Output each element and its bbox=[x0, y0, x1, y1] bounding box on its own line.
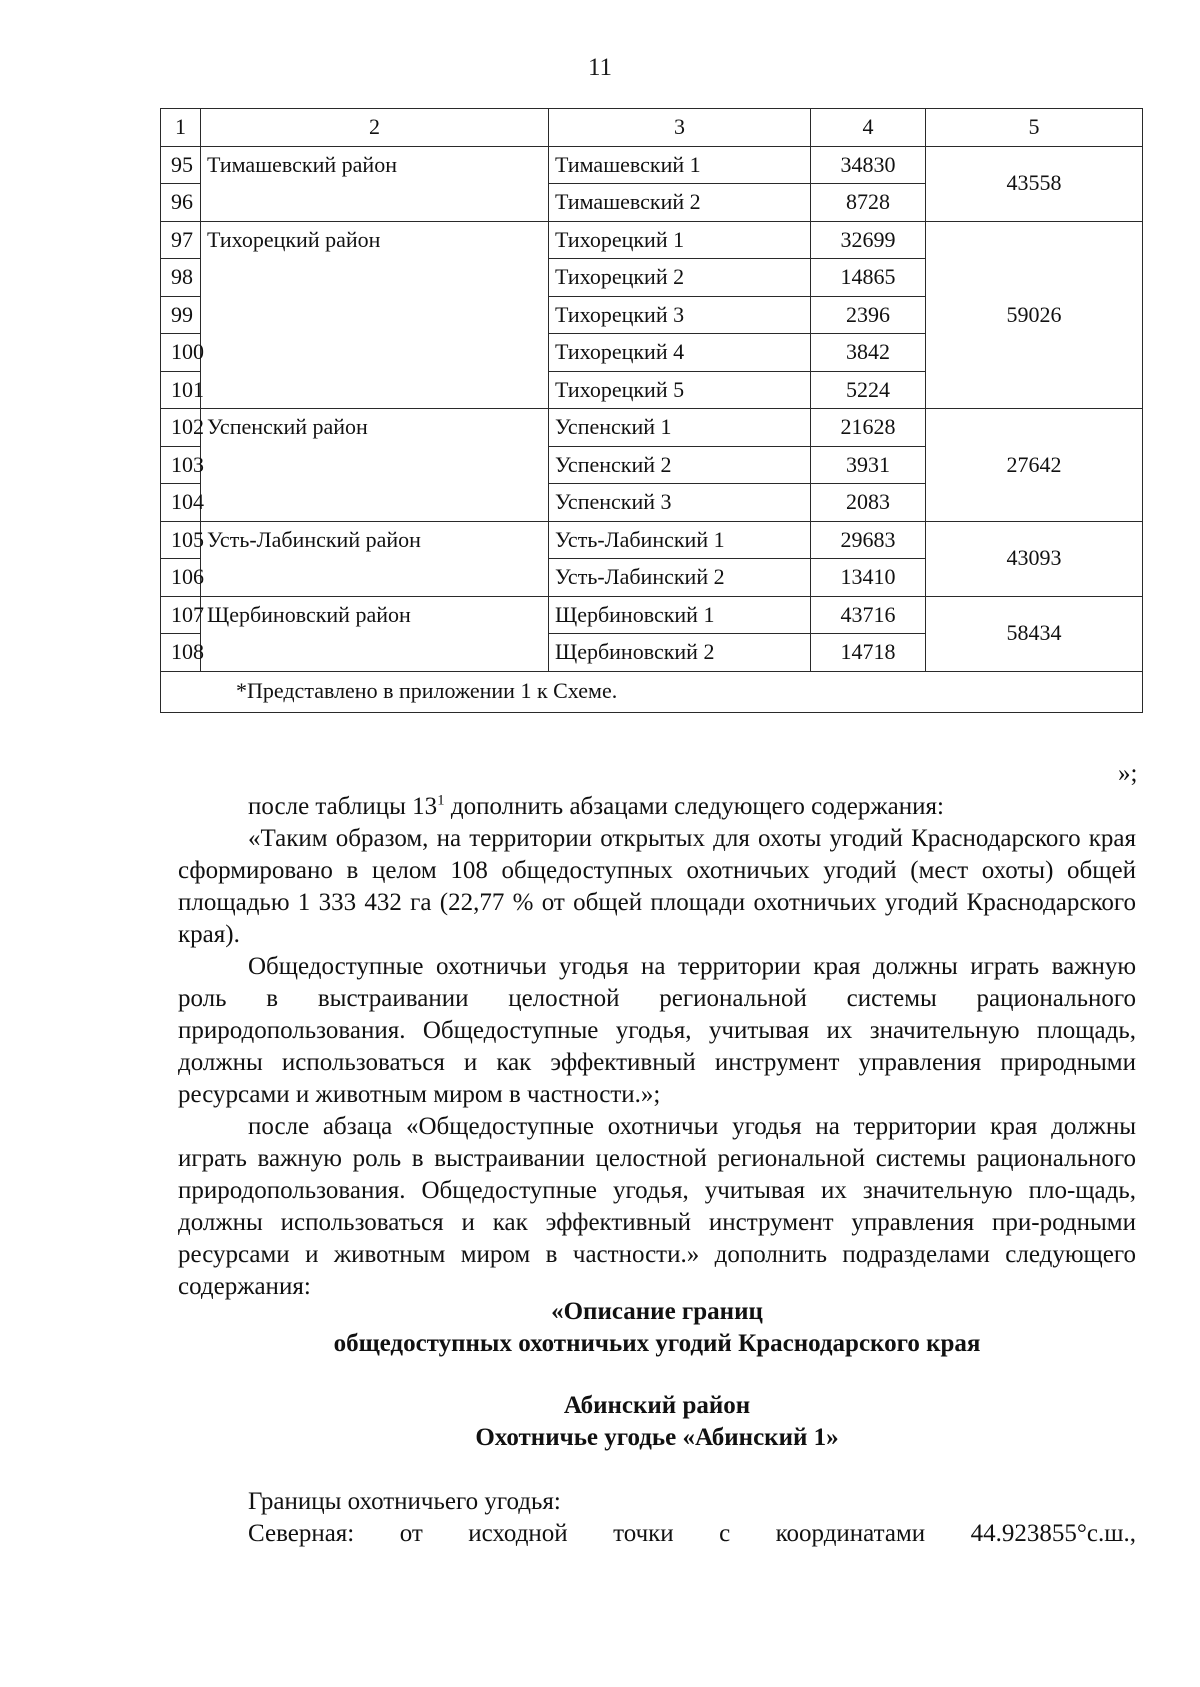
district-cell: Тихорецкий район bbox=[201, 221, 549, 409]
north-word: от bbox=[399, 1520, 423, 1547]
district-cell: Щербиновский район bbox=[201, 596, 549, 671]
section-heading-line2: общедоступных охотничьих угодий Краснодарского края bbox=[333, 1330, 981, 1357]
district-cell: Усть-Лабинский район bbox=[201, 521, 549, 596]
area-cell: 14718 bbox=[811, 634, 926, 672]
row-number-cell: 99 bbox=[161, 296, 201, 334]
district-total-cell: 43093 bbox=[926, 521, 1143, 596]
north-word: с bbox=[719, 1520, 731, 1547]
ground-name-cell: Тихорецкий 5 bbox=[549, 371, 811, 409]
ground-name-cell: Усть-Лабинский 1 bbox=[549, 521, 811, 559]
area-cell: 3931 bbox=[811, 446, 926, 484]
footnote-row bbox=[161, 671, 1143, 712]
hunting-grounds-table bbox=[160, 108, 1143, 713]
header-cell: 2 bbox=[201, 109, 549, 147]
row-number-cell: 107 bbox=[161, 596, 201, 634]
body-text-block bbox=[178, 791, 1136, 1303]
borders-block bbox=[178, 1486, 1136, 1550]
row-number-cell: 102 bbox=[161, 409, 201, 447]
area-cell: 8728 bbox=[811, 184, 926, 222]
district-total-cell: 59026 bbox=[926, 221, 1143, 409]
hunting-grounds-table-wrap bbox=[160, 108, 1142, 713]
district-total-cell: 27642 bbox=[926, 409, 1143, 522]
row-number-cell: 98 bbox=[161, 259, 201, 297]
ground-name-cell: Тихорецкий 2 bbox=[549, 259, 811, 297]
table-row bbox=[161, 596, 1143, 634]
area-cell: 3842 bbox=[811, 334, 926, 372]
area-cell: 29683 bbox=[811, 521, 926, 559]
area-cell: 5224 bbox=[811, 371, 926, 409]
row-number-cell: 104 bbox=[161, 484, 201, 522]
hunting-ground-heading: Охотничье угодье «Абинский 1» bbox=[475, 1424, 839, 1451]
north-word: 44.923855°с.ш., bbox=[970, 1520, 1136, 1547]
table-header-row bbox=[161, 109, 1143, 147]
header-cell: 5 bbox=[926, 109, 1143, 147]
row-number-cell: 105 bbox=[161, 521, 201, 559]
row-number-cell: 101 bbox=[161, 371, 201, 409]
district-heading: Абинский район bbox=[563, 1392, 751, 1419]
area-cell: 32699 bbox=[811, 221, 926, 259]
north-word: точки bbox=[613, 1520, 674, 1547]
district-total-cell: 43558 bbox=[926, 146, 1143, 221]
row-number-cell: 103 bbox=[161, 446, 201, 484]
page-number: 11 bbox=[587, 54, 613, 81]
north-border-line bbox=[178, 1518, 1136, 1550]
table-row bbox=[161, 221, 1143, 259]
paragraph-text: дополнить абзацами следующего содержания: bbox=[444, 793, 944, 820]
table-row bbox=[161, 146, 1143, 184]
paragraph-summary: «Таким образом, на территории открытых для охоты угодий Краснодарского края сформировано в целом 108 общедоступных охотничьих угодий (мест охоты) общей площадью 1 333 432 га (22,77 % от общей площади охотничьих угодий Краснодарского края). bbox=[178, 825, 1136, 948]
subsection-heading-block bbox=[178, 1390, 1136, 1454]
district-cell: Тимашевский район bbox=[201, 146, 549, 221]
header-cell: 4 bbox=[811, 109, 926, 147]
table-body bbox=[161, 109, 1143, 713]
section-heading-block bbox=[178, 1296, 1136, 1360]
district-total-cell: 58434 bbox=[926, 596, 1143, 671]
header-cell: 1 bbox=[161, 109, 201, 147]
footnote-cell: *Представлено в приложении 1 к Схеме. bbox=[161, 671, 1143, 712]
ground-name-cell: Успенский 3 bbox=[549, 484, 811, 522]
north-word: Северная: bbox=[248, 1520, 355, 1547]
row-number-cell: 97 bbox=[161, 221, 201, 259]
paragraph-text: после таблицы 13 bbox=[248, 793, 438, 820]
ground-name-cell: Щербиновский 2 bbox=[549, 634, 811, 672]
ground-name-cell: Усть-Лабинский 2 bbox=[549, 559, 811, 597]
row-number-cell: 108 bbox=[161, 634, 201, 672]
area-cell: 21628 bbox=[811, 409, 926, 447]
area-cell: 34830 bbox=[811, 146, 926, 184]
ground-name-cell: Тимашевский 1 bbox=[549, 146, 811, 184]
area-cell: 43716 bbox=[811, 596, 926, 634]
area-cell: 13410 bbox=[811, 559, 926, 597]
row-number-cell: 106 bbox=[161, 559, 201, 597]
ground-name-cell: Тимашевский 2 bbox=[549, 184, 811, 222]
ground-name-cell: Щербиновский 1 bbox=[549, 596, 811, 634]
section-heading-line1: «Описание границ bbox=[551, 1298, 763, 1325]
area-cell: 14865 bbox=[811, 259, 926, 297]
table-row bbox=[161, 409, 1143, 447]
borders-label: Границы охотничьего угодья: bbox=[248, 1488, 561, 1515]
area-cell: 2083 bbox=[811, 484, 926, 522]
north-word: исходной bbox=[468, 1520, 568, 1547]
closing-quote: »; bbox=[1118, 760, 1138, 787]
row-number-cell: 100 bbox=[161, 334, 201, 372]
ground-name-cell: Успенский 1 bbox=[549, 409, 811, 447]
table-row bbox=[161, 521, 1143, 559]
ground-name-cell: Тихорецкий 4 bbox=[549, 334, 811, 372]
north-word: координатами bbox=[775, 1520, 926, 1547]
paragraph-role: Общедоступные охотничьи угодья на территории края должны играть важную роль в выстраивании целостной региональной системы рационального природопользования. Общедоступные угодья, учитывая их значительную площадь, должны использоваться и как эффективный инструмент управления природными ресурсами и животным миром в частности.»; bbox=[178, 953, 1136, 1108]
paragraph-after-abzac: после абзаца «Общедоступные охотничьи угодья на территории края должны играть важную роль в выстраивании целостной региональной системы рационального природопользования. Общедоступные угодья, учитывая их значительную пло-щадь, должны использоваться и как эффективный инструмент управления при-родными ресурсами и животным миром в частности.» дополнить подразделами следующего содержания: bbox=[178, 1113, 1136, 1300]
area-cell: 2396 bbox=[811, 296, 926, 334]
ground-name-cell: Тихорецкий 3 bbox=[549, 296, 811, 334]
district-cell: Успенский район bbox=[201, 409, 549, 522]
header-cell: 3 bbox=[549, 109, 811, 147]
row-number-cell: 95 bbox=[161, 146, 201, 184]
paragraph-after-table bbox=[178, 791, 1136, 823]
ground-name-cell: Успенский 2 bbox=[549, 446, 811, 484]
row-number-cell: 96 bbox=[161, 184, 201, 222]
ground-name-cell: Тихорецкий 1 bbox=[549, 221, 811, 259]
superscript: 1 bbox=[437, 792, 445, 809]
